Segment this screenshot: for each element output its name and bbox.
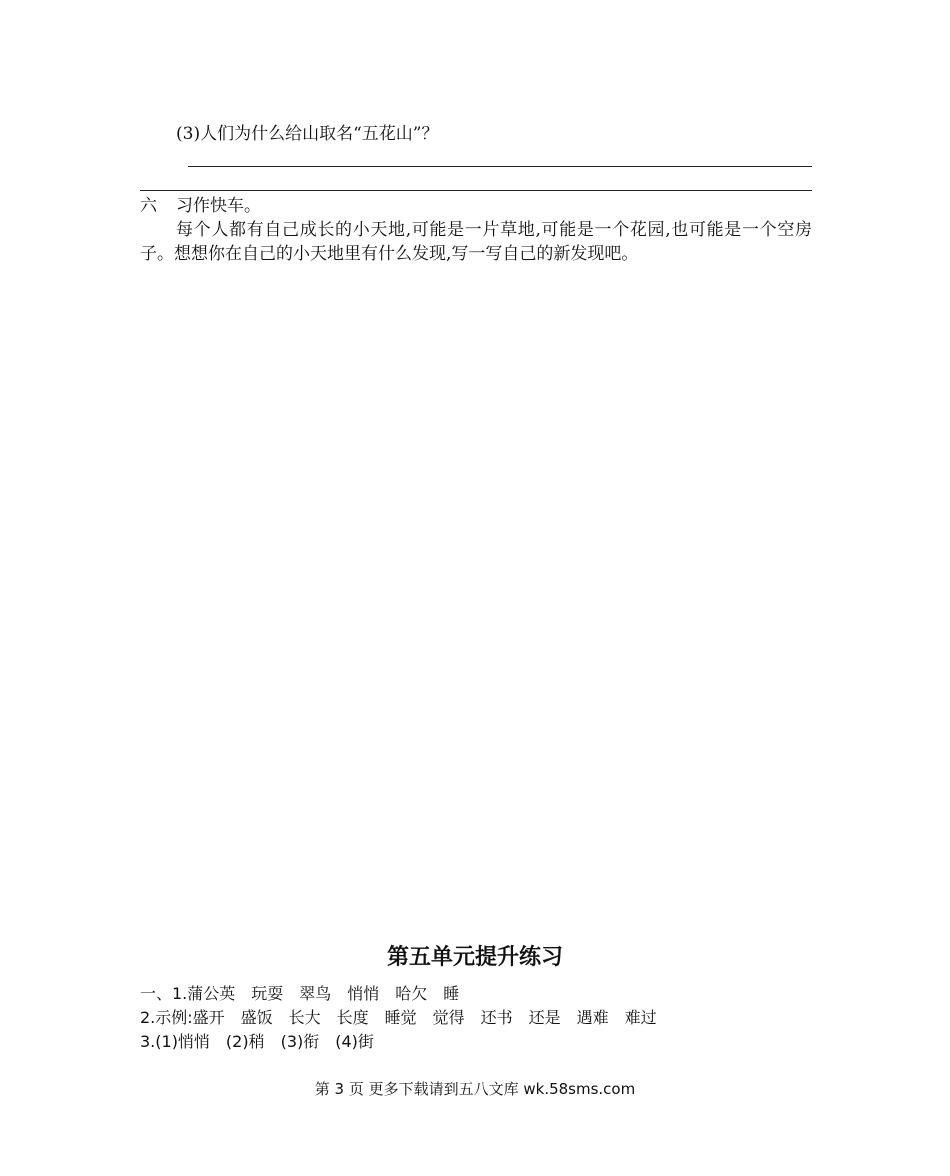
answer-line-1 bbox=[188, 166, 812, 167]
section-6-title: 习作快车。 bbox=[176, 196, 261, 216]
answer-line-item: 一、1.蒲公英 玩耍 翠鸟 悄悄 哈欠 睡 bbox=[140, 984, 460, 1003]
section-6-paragraph: 每个人都有自己成长的小天地,可能是一片草地,可能是一个花园,也可能是一个空房子。想想你在自己的小天地里有什么发现,写一写自己的新发现吧。 bbox=[140, 220, 812, 264]
unit-answers-title: 第五单元提升练习 bbox=[386, 945, 563, 970]
section-6-heading bbox=[140, 194, 261, 218]
page-footer: 第 3 页 更多下载请到五八文库 wk.58sms.com bbox=[314, 1080, 636, 1098]
section-6-number: 六 bbox=[140, 196, 157, 216]
answer-line-2 bbox=[140, 190, 812, 191]
answer-line-item: 3.(1)悄悄 (2)稍 (3)衔 (4)街 bbox=[140, 1032, 374, 1051]
answer-line-item: 2.示例:盛开 盛饭 长大 长度 睡觉 觉得 还书 还是 遇难 难过 bbox=[140, 1008, 657, 1027]
question-3: (3)人们为什么给山取名“五花山”？ bbox=[176, 124, 439, 144]
